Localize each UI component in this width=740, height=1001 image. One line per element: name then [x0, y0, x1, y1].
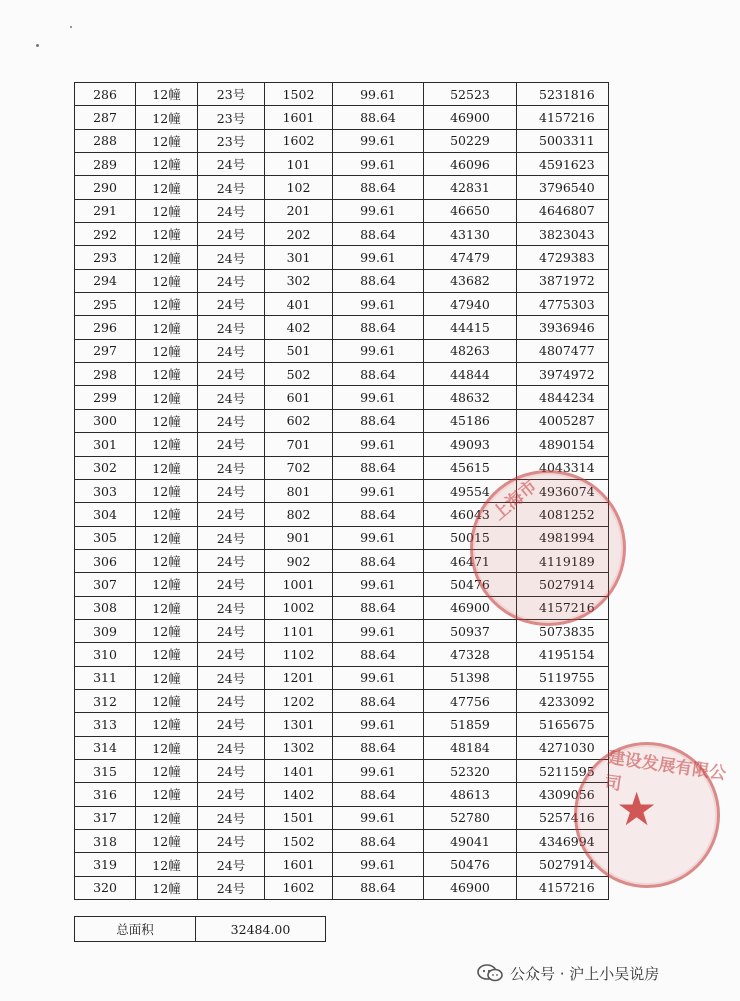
table-cell: 99.61 [333, 386, 424, 409]
table-cell: 49041 [424, 830, 517, 853]
table-row [75, 339, 609, 362]
table-cell: 50015 [424, 526, 517, 549]
unit-price-table [74, 82, 609, 900]
table-cell: 24号 [198, 596, 265, 619]
table-row [75, 199, 609, 222]
table-cell: 310 [75, 643, 136, 666]
table-cell: 50476 [424, 853, 517, 876]
table-cell: 3936946 [517, 316, 609, 339]
table-cell: 46650 [424, 199, 517, 222]
table-cell: 46096 [424, 153, 517, 176]
table-row [75, 83, 609, 106]
table-row [75, 386, 609, 409]
table-cell: 47328 [424, 643, 517, 666]
table-cell: 24号 [198, 246, 265, 269]
table-cell: 99.61 [333, 293, 424, 316]
table-cell: 12幢 [136, 549, 198, 572]
table-cell: 501 [265, 339, 333, 362]
table-cell: 5211595 [517, 759, 609, 782]
table-cell: 24号 [198, 526, 265, 549]
table-cell: 12幢 [136, 386, 198, 409]
table-row [75, 153, 609, 176]
table-cell: 12幢 [136, 129, 198, 152]
table-cell: 5231816 [517, 83, 609, 106]
table-cell: 12幢 [136, 806, 198, 829]
table-cell: 5027914 [517, 853, 609, 876]
table-cell: 290 [75, 176, 136, 199]
table-cell: 3974972 [517, 363, 609, 386]
table-cell: 12幢 [136, 433, 198, 456]
table-cell: 24号 [198, 853, 265, 876]
table-row [75, 830, 609, 853]
table-cell: 24号 [198, 689, 265, 712]
table-cell: 24号 [198, 643, 265, 666]
table-cell: 46900 [424, 596, 517, 619]
table-cell: 1602 [265, 876, 333, 899]
table-cell: 4195154 [517, 643, 609, 666]
star-icon: ★ [616, 782, 658, 836]
wechat-icon [476, 963, 504, 983]
total-row [75, 917, 326, 942]
table-row [75, 806, 609, 829]
table-cell: 99.61 [333, 246, 424, 269]
table-cell: 88.64 [333, 106, 424, 129]
table-cell: 24号 [198, 573, 265, 596]
table-cell: 101 [265, 153, 333, 176]
table-cell: 316 [75, 783, 136, 806]
table-cell: 99.61 [333, 666, 424, 689]
table-cell: 24号 [198, 456, 265, 479]
table-cell: 24号 [198, 503, 265, 526]
table-row [75, 736, 609, 759]
table-cell: 12幢 [136, 876, 198, 899]
table-cell: 42831 [424, 176, 517, 199]
table-cell: 24号 [198, 316, 265, 339]
table-cell: 298 [75, 363, 136, 386]
table-cell: 1602 [265, 129, 333, 152]
table-cell: 291 [75, 199, 136, 222]
table-cell: 24号 [198, 199, 265, 222]
table-cell: 1601 [265, 106, 333, 129]
table-cell: 99.61 [333, 713, 424, 736]
table-cell: 297 [75, 339, 136, 362]
table-cell: 12幢 [136, 759, 198, 782]
table-cell: 45186 [424, 409, 517, 432]
table-cell: 99.61 [333, 759, 424, 782]
table-cell: 502 [265, 363, 333, 386]
table-cell: 88.64 [333, 316, 424, 339]
table-cell: 99.61 [333, 339, 424, 362]
table-cell: 46471 [424, 549, 517, 572]
table-cell: 88.64 [333, 736, 424, 759]
table-cell: 313 [75, 713, 136, 736]
watermark-text: 公众号 · 沪上小吴说房 [510, 964, 660, 983]
table-cell: 4775303 [517, 293, 609, 316]
table-cell: 1202 [265, 689, 333, 712]
table-cell: 88.64 [333, 269, 424, 292]
table-cell: 294 [75, 269, 136, 292]
table-cell: 12幢 [136, 689, 198, 712]
table-cell: 402 [265, 316, 333, 339]
table-cell: 1401 [265, 759, 333, 782]
table-row [75, 409, 609, 432]
table-cell: 48184 [424, 736, 517, 759]
table-cell: 12幢 [136, 409, 198, 432]
scan-speck [70, 26, 72, 28]
table-cell: 300 [75, 409, 136, 432]
table-cell: 12幢 [136, 456, 198, 479]
table-row [75, 129, 609, 152]
table-cell: 12幢 [136, 783, 198, 806]
table-row [75, 689, 609, 712]
table-cell: 1102 [265, 643, 333, 666]
table-cell: 46043 [424, 503, 517, 526]
table-cell: 302 [265, 269, 333, 292]
table-row [75, 643, 609, 666]
table-cell: 304 [75, 503, 136, 526]
table-cell: 12幢 [136, 736, 198, 759]
table-cell: 24号 [198, 666, 265, 689]
table-cell: 48632 [424, 386, 517, 409]
table-cell: 24号 [198, 783, 265, 806]
table-cell: 801 [265, 479, 333, 502]
table-row [75, 549, 609, 572]
table-cell: 307 [75, 573, 136, 596]
table-cell: 88.64 [333, 409, 424, 432]
table-cell: 43682 [424, 269, 517, 292]
seal-ring-text: 上海市 [489, 476, 542, 525]
table-cell: 4936074 [517, 479, 609, 502]
table-cell: 4157216 [517, 106, 609, 129]
table-cell: 52523 [424, 83, 517, 106]
table-cell: 12幢 [136, 643, 198, 666]
table-cell: 24号 [198, 363, 265, 386]
table-cell: 288 [75, 129, 136, 152]
table-cell: 50229 [424, 129, 517, 152]
table-row [75, 269, 609, 292]
table-cell: 5003311 [517, 129, 609, 152]
table-cell: 3871972 [517, 269, 609, 292]
table-row [75, 759, 609, 782]
table-cell: 602 [265, 409, 333, 432]
table-cell: 301 [265, 246, 333, 269]
scan-speck [36, 44, 39, 47]
table-cell: 45615 [424, 456, 517, 479]
table-cell: 4157216 [517, 876, 609, 899]
table-cell: 1502 [265, 830, 333, 853]
table-cell: 701 [265, 433, 333, 456]
table-cell: 46900 [424, 106, 517, 129]
table-cell: 24号 [198, 736, 265, 759]
table-cell: 23号 [198, 83, 265, 106]
table-cell: 305 [75, 526, 136, 549]
table-cell: 12幢 [136, 526, 198, 549]
table-cell: 4646807 [517, 199, 609, 222]
table-cell: 320 [75, 876, 136, 899]
table-cell: 44415 [424, 316, 517, 339]
table-cell: 99.61 [333, 433, 424, 456]
table-cell: 293 [75, 246, 136, 269]
table-cell: 24号 [198, 433, 265, 456]
table-cell: 12幢 [136, 153, 198, 176]
table-cell: 601 [265, 386, 333, 409]
table-cell: 303 [75, 479, 136, 502]
table-cell: 51398 [424, 666, 517, 689]
table-cell: 49093 [424, 433, 517, 456]
table-cell: 4729383 [517, 246, 609, 269]
table-cell: 201 [265, 199, 333, 222]
table-cell: 4233092 [517, 689, 609, 712]
table-cell: 4157216 [517, 596, 609, 619]
table-row [75, 783, 609, 806]
table-cell: 48263 [424, 339, 517, 362]
table-row [75, 293, 609, 316]
table-cell: 306 [75, 549, 136, 572]
table-row [75, 246, 609, 269]
table-cell: 12幢 [136, 316, 198, 339]
table-cell: 802 [265, 503, 333, 526]
table-cell: 99.61 [333, 199, 424, 222]
table-cell: 88.64 [333, 643, 424, 666]
table-cell: 99.61 [333, 619, 424, 642]
table-row [75, 456, 609, 479]
table-cell: 24号 [198, 176, 265, 199]
table-cell: 314 [75, 736, 136, 759]
table-row [75, 876, 609, 899]
table-cell: 88.64 [333, 503, 424, 526]
table-cell: 24号 [198, 713, 265, 736]
table-cell: 5119755 [517, 666, 609, 689]
table-row [75, 433, 609, 456]
table-row [75, 479, 609, 502]
table-cell: 99.61 [333, 573, 424, 596]
table-cell: 1601 [265, 853, 333, 876]
table-cell: 4043314 [517, 456, 609, 479]
table-cell: 4844234 [517, 386, 609, 409]
table-cell: 309 [75, 619, 136, 642]
table-cell: 4807477 [517, 339, 609, 362]
table-cell: 5073835 [517, 619, 609, 642]
table-cell: 88.64 [333, 176, 424, 199]
table-cell: 24号 [198, 759, 265, 782]
table-cell: 24号 [198, 549, 265, 572]
table-cell: 102 [265, 176, 333, 199]
table-cell: 49554 [424, 479, 517, 502]
table-row [75, 526, 609, 549]
table-cell: 308 [75, 596, 136, 619]
table-cell: 901 [265, 526, 333, 549]
table-cell: 318 [75, 830, 136, 853]
table-cell: 12幢 [136, 596, 198, 619]
table-cell: 312 [75, 689, 136, 712]
table-cell: 88.64 [333, 363, 424, 386]
table-cell: 12幢 [136, 853, 198, 876]
table-cell: 24号 [198, 479, 265, 502]
table-cell: 99.61 [333, 806, 424, 829]
table-cell: 52780 [424, 806, 517, 829]
table-cell: 52320 [424, 759, 517, 782]
table-cell: 51859 [424, 713, 517, 736]
table-row [75, 106, 609, 129]
table-cell: 292 [75, 223, 136, 246]
table-cell: 24号 [198, 830, 265, 853]
table-cell: 24号 [198, 876, 265, 899]
table-cell: 88.64 [333, 876, 424, 899]
table-cell: 88.64 [333, 549, 424, 572]
table-cell: 1001 [265, 573, 333, 596]
table-cell: 24号 [198, 619, 265, 642]
table-cell: 24号 [198, 339, 265, 362]
table-cell: 48613 [424, 783, 517, 806]
table-cell: 99.61 [333, 83, 424, 106]
table-cell: 99.61 [333, 129, 424, 152]
table-cell: 1402 [265, 783, 333, 806]
table-cell: 99.61 [333, 153, 424, 176]
table-row [75, 619, 609, 642]
table-cell: 99.61 [333, 479, 424, 502]
table-cell: 24号 [198, 409, 265, 432]
seal-ring-text: 建设发展有限公司 [603, 747, 728, 795]
table-cell: 12幢 [136, 619, 198, 642]
table-cell: 4591623 [517, 153, 609, 176]
table-cell: 3796540 [517, 176, 609, 199]
table-row [75, 573, 609, 596]
table-row [75, 503, 609, 526]
table-cell: 295 [75, 293, 136, 316]
table-cell: 317 [75, 806, 136, 829]
table-cell: 47940 [424, 293, 517, 316]
table-cell: 12幢 [136, 573, 198, 596]
table-cell: 46900 [424, 876, 517, 899]
table-cell: 12幢 [136, 293, 198, 316]
table-cell: 302 [75, 456, 136, 479]
table-cell: 12幢 [136, 246, 198, 269]
table-cell: 4890154 [517, 433, 609, 456]
table-cell: 319 [75, 853, 136, 876]
table-cell: 88.64 [333, 223, 424, 246]
table-cell: 88.64 [333, 456, 424, 479]
table-cell: 24号 [198, 386, 265, 409]
table-cell: 12幢 [136, 830, 198, 853]
table-cell: 702 [265, 456, 333, 479]
table-cell: 12幢 [136, 176, 198, 199]
table-cell: 5027914 [517, 573, 609, 596]
table-cell: 88.64 [333, 830, 424, 853]
table-cell: 4271030 [517, 736, 609, 759]
table-cell: 1201 [265, 666, 333, 689]
watermark [476, 960, 659, 986]
table-cell: 1501 [265, 806, 333, 829]
table-cell: 4981994 [517, 526, 609, 549]
table-cell: 88.64 [333, 689, 424, 712]
table-cell: 12幢 [136, 83, 198, 106]
table-cell: 301 [75, 433, 136, 456]
table-cell: 1301 [265, 713, 333, 736]
table-cell: 24号 [198, 269, 265, 292]
table-cell: 4346994 [517, 830, 609, 853]
table-cell: 12幢 [136, 479, 198, 502]
table-cell: 287 [75, 106, 136, 129]
total-area-value: 32484.00 [196, 917, 326, 942]
table-cell: 299 [75, 386, 136, 409]
table-cell: 50937 [424, 619, 517, 642]
table-row [75, 316, 609, 339]
table-cell: 12幢 [136, 106, 198, 129]
table-cell: 4309056 [517, 783, 609, 806]
table-cell: 4081252 [517, 503, 609, 526]
total-area-table [74, 916, 326, 942]
table-cell: 88.64 [333, 783, 424, 806]
table-cell: 12幢 [136, 363, 198, 386]
table-cell: 24号 [198, 806, 265, 829]
table-cell: 12幢 [136, 339, 198, 362]
table-cell: 12幢 [136, 666, 198, 689]
table-cell: 24号 [198, 293, 265, 316]
table-cell: 44844 [424, 363, 517, 386]
table-cell: 47756 [424, 689, 517, 712]
table-cell: 47479 [424, 246, 517, 269]
table-cell: 289 [75, 153, 136, 176]
table-cell: 311 [75, 666, 136, 689]
table-row [75, 223, 609, 246]
table-cell: 3823043 [517, 223, 609, 246]
table-cell: 12幢 [136, 199, 198, 222]
table-cell: 12幢 [136, 503, 198, 526]
table-cell: 99.61 [333, 526, 424, 549]
table-cell: 43130 [424, 223, 517, 246]
table-cell: 202 [265, 223, 333, 246]
table-cell: 902 [265, 549, 333, 572]
table-body [75, 83, 609, 900]
table-cell: 88.64 [333, 596, 424, 619]
table-cell: 1002 [265, 596, 333, 619]
table-cell: 1502 [265, 83, 333, 106]
table-cell: 24号 [198, 223, 265, 246]
table-row [75, 596, 609, 619]
table-cell: 12幢 [136, 223, 198, 246]
table-row [75, 713, 609, 736]
table-cell: 401 [265, 293, 333, 316]
table-cell: 5257416 [517, 806, 609, 829]
table-row [75, 363, 609, 386]
table-cell: 286 [75, 83, 136, 106]
table-cell: 5165675 [517, 713, 609, 736]
table-row [75, 666, 609, 689]
table-cell: 12幢 [136, 713, 198, 736]
table-cell: 296 [75, 316, 136, 339]
table-cell: 4005287 [517, 409, 609, 432]
total-area-label: 总面积 [75, 917, 196, 942]
table-cell: 1101 [265, 619, 333, 642]
table-cell: 50476 [424, 573, 517, 596]
table-cell: 315 [75, 759, 136, 782]
table-cell: 23号 [198, 106, 265, 129]
table-cell: 99.61 [333, 853, 424, 876]
table-cell: 23号 [198, 129, 265, 152]
table-cell: 12幢 [136, 269, 198, 292]
table-row [75, 853, 609, 876]
table-row [75, 176, 609, 199]
table-cell: 4119189 [517, 549, 609, 572]
table-cell: 24号 [198, 153, 265, 176]
table-cell: 1302 [265, 736, 333, 759]
